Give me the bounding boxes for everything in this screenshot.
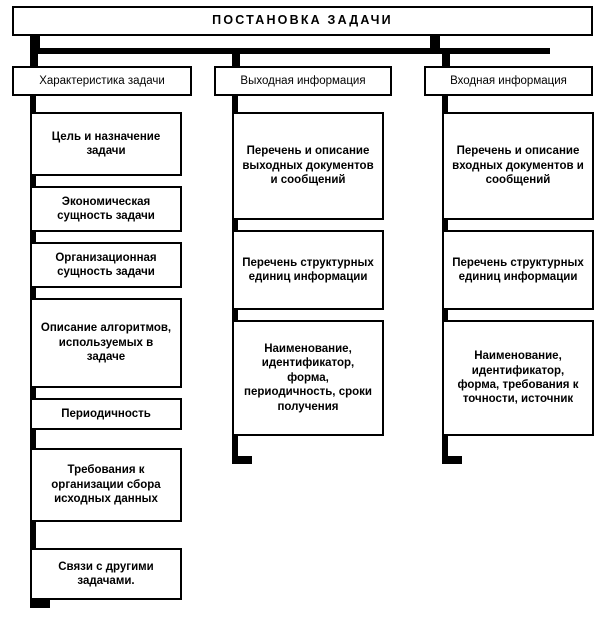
column-1-drop <box>30 48 38 68</box>
column-1-item-4 <box>30 298 182 388</box>
column-1-header: Характеристика задачи <box>39 74 165 87</box>
column-2-item-3 <box>232 320 384 436</box>
column-3-item-3 <box>442 320 594 436</box>
column-3-spine-end <box>442 456 462 464</box>
column-1-item-3 <box>30 242 182 288</box>
column-1-item-1-label: Цель и назначение задачи <box>51 130 161 157</box>
column-1-item-7-label: Связи с другими задачами. <box>58 560 154 587</box>
column-2-item-2 <box>232 230 384 310</box>
column-2-drop <box>232 48 240 68</box>
column-3-item-1-label: Перечень и описание входных документов и сообщений <box>452 145 584 187</box>
column-1-item-2-label: Экономическая сущность задачи <box>57 195 155 222</box>
column-3-item-2 <box>442 230 594 310</box>
column-1-item-3-label: Организационная сущность задачи <box>55 251 157 278</box>
column-1-header-box <box>12 66 192 96</box>
column-1-item-5 <box>30 398 182 430</box>
column-3-header: Входная информация <box>450 74 567 87</box>
column-2-item-2-label: Перечень структурных единиц информации <box>242 256 374 283</box>
column-3-item-2-label: Перечень структурных единиц информации <box>452 256 584 283</box>
column-2-item-1-label: Перечень и описание выходных документов и сообщений <box>242 145 374 187</box>
column-2-header: Выходная информация <box>240 74 366 87</box>
column-2-item-1 <box>232 112 384 220</box>
column-1-item-4-label: Описание алгоритмов, используемых в задаче <box>40 322 172 364</box>
bus-drop-mid <box>430 36 440 50</box>
column-2-item-3-label: Наименование, идентификатор, форма, периодичность, сроки получения <box>244 343 372 413</box>
diagram-title: ПОСТАНОВКА ЗАДАЧИ <box>212 13 393 28</box>
column-3-header-box <box>424 66 593 96</box>
column-2-header-box <box>214 66 392 96</box>
column-1-item-2 <box>30 186 182 232</box>
diagram-title-box <box>12 6 593 36</box>
column-1-item-6 <box>30 448 182 522</box>
column-3-item-3-label: Наименование, идентификатор, форма, требования к точности, источник <box>457 350 579 406</box>
column-1-item-5-label: Периодичность <box>61 407 151 420</box>
column-2-spine-end <box>232 456 252 464</box>
column-1-spine-end <box>30 600 50 608</box>
column-1-item-7 <box>30 548 182 600</box>
column-1-item-1 <box>30 112 182 176</box>
column-1-item-6-label: Требования к организации сбора исходных данных <box>51 464 161 506</box>
main-bus-line <box>30 48 550 54</box>
column-3-item-1 <box>442 112 594 220</box>
column-3-drop <box>442 48 450 68</box>
